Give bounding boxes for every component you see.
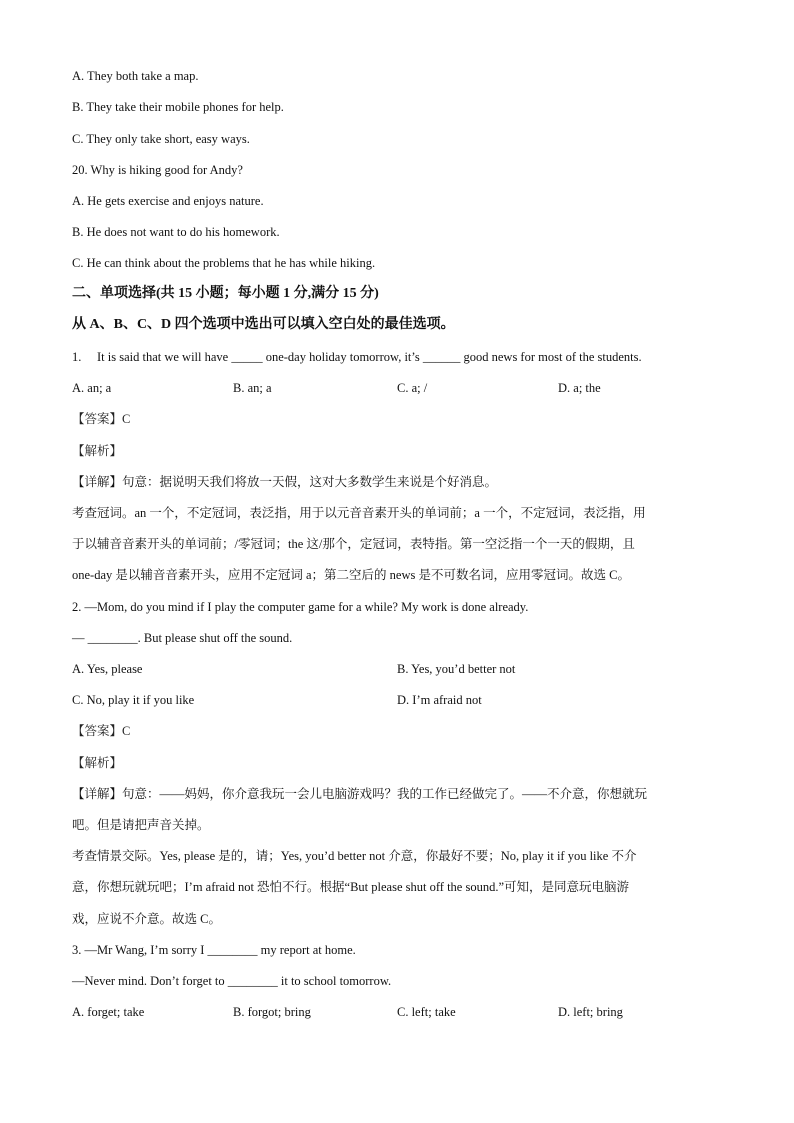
- q2-option-d: D. I’m afraid not: [397, 693, 482, 707]
- q1-answer: 【答案】C: [72, 412, 131, 426]
- q1-detail-line: 于以辅音音素开头的单词前；/零冠词；the 这/那个，定冠词，表特指。第一空泛指一个一天的假期，且: [72, 537, 635, 551]
- q20-option-c: C. He can think about the problems that he has while hiking.: [72, 256, 376, 270]
- q2-option-b: B. Yes, you’d better not: [397, 662, 516, 676]
- q2-analysis-label: 【解析】: [72, 756, 123, 770]
- q20-option-b: B. He does not want to do his homework.: [72, 225, 280, 239]
- q3-option-a: A. forget; take: [72, 1005, 145, 1019]
- q2-reply: — ________. But please shut off the sound.: [72, 631, 293, 645]
- q1-option-c: C. a; /: [397, 381, 428, 395]
- q3-question: 3. —Mr Wang, I’m sorry I ________ my report at home.: [72, 943, 356, 957]
- q2-option-c: C. No, play it if you like: [72, 693, 195, 707]
- q3-option-b: B. forgot; bring: [233, 1005, 311, 1019]
- section-instruction: 从 A、B、C、D 四个选项中选出可以填入空白处的最佳选项。: [72, 317, 455, 332]
- q19-option-c: C. They only take short, easy ways.: [72, 132, 250, 146]
- q1-detail-line: 【详解】句意：据说明天我们将放一天假，这对大多数学生来说是个好消息。: [72, 475, 498, 489]
- q2-question: 2. —Mom, do you mind if I play the computer game for a while? My work is done already.: [72, 600, 529, 614]
- q20-option-a: A. He gets exercise and enjoys nature.: [72, 194, 264, 208]
- q2-option-a: A. Yes, please: [72, 662, 143, 676]
- q2-detail-line: 意，你想玩就玩吧；I’m afraid not 恐怕不行。根据“But please shut off the sound.”可知，是同意玩电脑游: [72, 880, 630, 894]
- q2-detail-line: 【详解】句意：——妈妈，你介意我玩一会儿电脑游戏吗？我的工作已经做完了。——不介意，你想就玩: [72, 787, 648, 801]
- q1-option-b: B. an; a: [233, 381, 272, 395]
- q20-question: 20. Why is hiking good for Andy?: [72, 163, 243, 177]
- q3-option-d: D. left; bring: [558, 1005, 623, 1019]
- q3-option-c: C. left; take: [397, 1005, 456, 1019]
- q2-answer: 【答案】C: [72, 724, 131, 738]
- q1-option-a: A. an; a: [72, 381, 112, 395]
- q1-detail-line: 考查冠词。an 一个，不定冠词，表泛指，用于以元音音素开头的单词前；a 一个，不定冠词，表泛指，用: [72, 506, 646, 520]
- section-title: 二、单项选择(共 15 小题；每小题 1 分,满分 15 分): [72, 286, 379, 301]
- q1-question: It is said that we will have _____ one-day holiday tomorrow, it’s ______ good news for most of the students.: [97, 350, 642, 364]
- q1-number: 1.: [72, 350, 82, 364]
- q3-reply: —Never mind. Don’t forget to ________ it to school tomorrow.: [72, 974, 392, 988]
- q2-detail-line: 戏，应说不介意。故选 C。: [72, 912, 221, 926]
- q19-option-b: B. They take their mobile phones for help.: [72, 100, 284, 114]
- q2-detail-line: 吧。但是请把声音关掉。: [72, 818, 210, 832]
- q1-analysis-label: 【解析】: [72, 444, 123, 458]
- q19-option-a: A. They both take a map.: [72, 69, 199, 83]
- q1-detail-line: one-day 是以辅音音素开头，应用不定冠词 a；第二空后的 news 是不可数名词，应用零冠词。故选 C。: [72, 568, 630, 582]
- q1-option-d: D. a; the: [558, 381, 601, 395]
- q2-detail-line: 考查情景交际。Yes, please 是的，请；Yes, you’d better not 介意，你最好不要；No, play it if you like 不介: [72, 849, 637, 863]
